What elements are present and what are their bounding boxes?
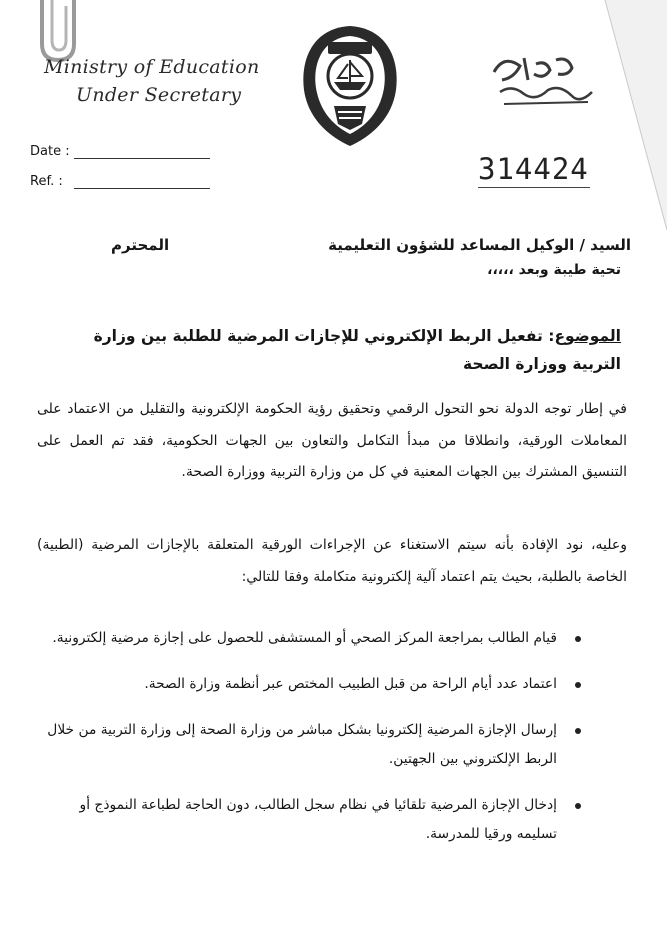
list-item-text: قيام الطالب بمراجعة المركز الصحي أو المستشفى للحصول على إجازة مرضية إلكترونية. bbox=[52, 630, 557, 646]
ref-field bbox=[30, 174, 210, 189]
paragraph-intro: في إطار توجه الدولة نحو التحول الرقمي وتحقيق رؤية الحكومة الإلكترونية والتقليل من الاعتماد على المعاملات الورقية، وانطلاقا من مبدأ التكامل والتعاون بين الجهات الحكومية، فقد تم العمل على التنسيق المشترك بين الجهات المعنية في كل من وزارة التربية ووزارة الصحة. bbox=[37, 401, 627, 480]
list-item bbox=[37, 791, 627, 849]
addressee-line bbox=[111, 236, 631, 254]
subject-label: الموضوع bbox=[554, 327, 621, 345]
ref-label: Ref. : bbox=[30, 174, 63, 189]
paragraph-decision: وعليه، نود الإفادة بأنه سيتم الاستغناء عن الإجراءات الورقية المتعلقة بالإجازات المرضية (الطبية) الخاصة بالطلبة، بحيث يتم اعتماد آلية إلكترونية متكاملة وفقا للتالي: bbox=[37, 537, 627, 585]
state-emblem-icon bbox=[294, 18, 406, 150]
bullet-icon bbox=[575, 682, 581, 688]
date-label: Date : bbox=[30, 144, 70, 159]
under-secretary-title: Under Secretary bbox=[76, 84, 242, 106]
list-item bbox=[37, 624, 627, 653]
bullet-icon bbox=[575, 636, 581, 642]
ministry-name: Ministry of Education bbox=[44, 56, 260, 78]
subject-text: : تفعيل الربط الإلكتروني للإجازات المرضية للطلبة بين وزارة التربية ووزارة الصحة bbox=[93, 327, 621, 373]
list-item-text: اعتماد عدد أيام الراحة من قبل الطبيب المختص عبر أنظمة وزارة الصحة. bbox=[144, 676, 557, 692]
reference-number: 314424 bbox=[478, 152, 589, 186]
ministry-header bbox=[44, 50, 264, 112]
procedure-list bbox=[37, 624, 627, 866]
date-field bbox=[30, 144, 210, 159]
addressee: السيد / الوكيل المساعد للشؤون التعليمية bbox=[328, 236, 631, 254]
subject-line bbox=[61, 322, 621, 378]
list-item-text: إرسال الإجازة المرضية إلكترونيا بشكل مباشر من وزارة الصحة إلى وزارة التربية من خلال الربط الإلكتروني بين الجهتين. bbox=[47, 722, 557, 767]
honorific: المحترم bbox=[111, 236, 170, 254]
date-line bbox=[74, 144, 210, 159]
greeting: تحية طيبة وبعد ،،،،، bbox=[487, 262, 621, 278]
list-item-text: إدخال الإجازة المرضية تلقائيا في نظام سجل الطالب، دون الحاجة لطباعة النموذج أو تسليمه ورقيا للمدرسة. bbox=[79, 797, 557, 842]
reference-underline bbox=[478, 187, 590, 188]
bullet-icon bbox=[575, 803, 581, 809]
page-fold-shadow bbox=[597, 0, 667, 230]
bullet-icon bbox=[575, 728, 581, 734]
ministry-stamp-icon bbox=[484, 44, 604, 116]
ref-line bbox=[74, 174, 210, 189]
list-item bbox=[37, 670, 627, 699]
list-item bbox=[37, 716, 627, 774]
